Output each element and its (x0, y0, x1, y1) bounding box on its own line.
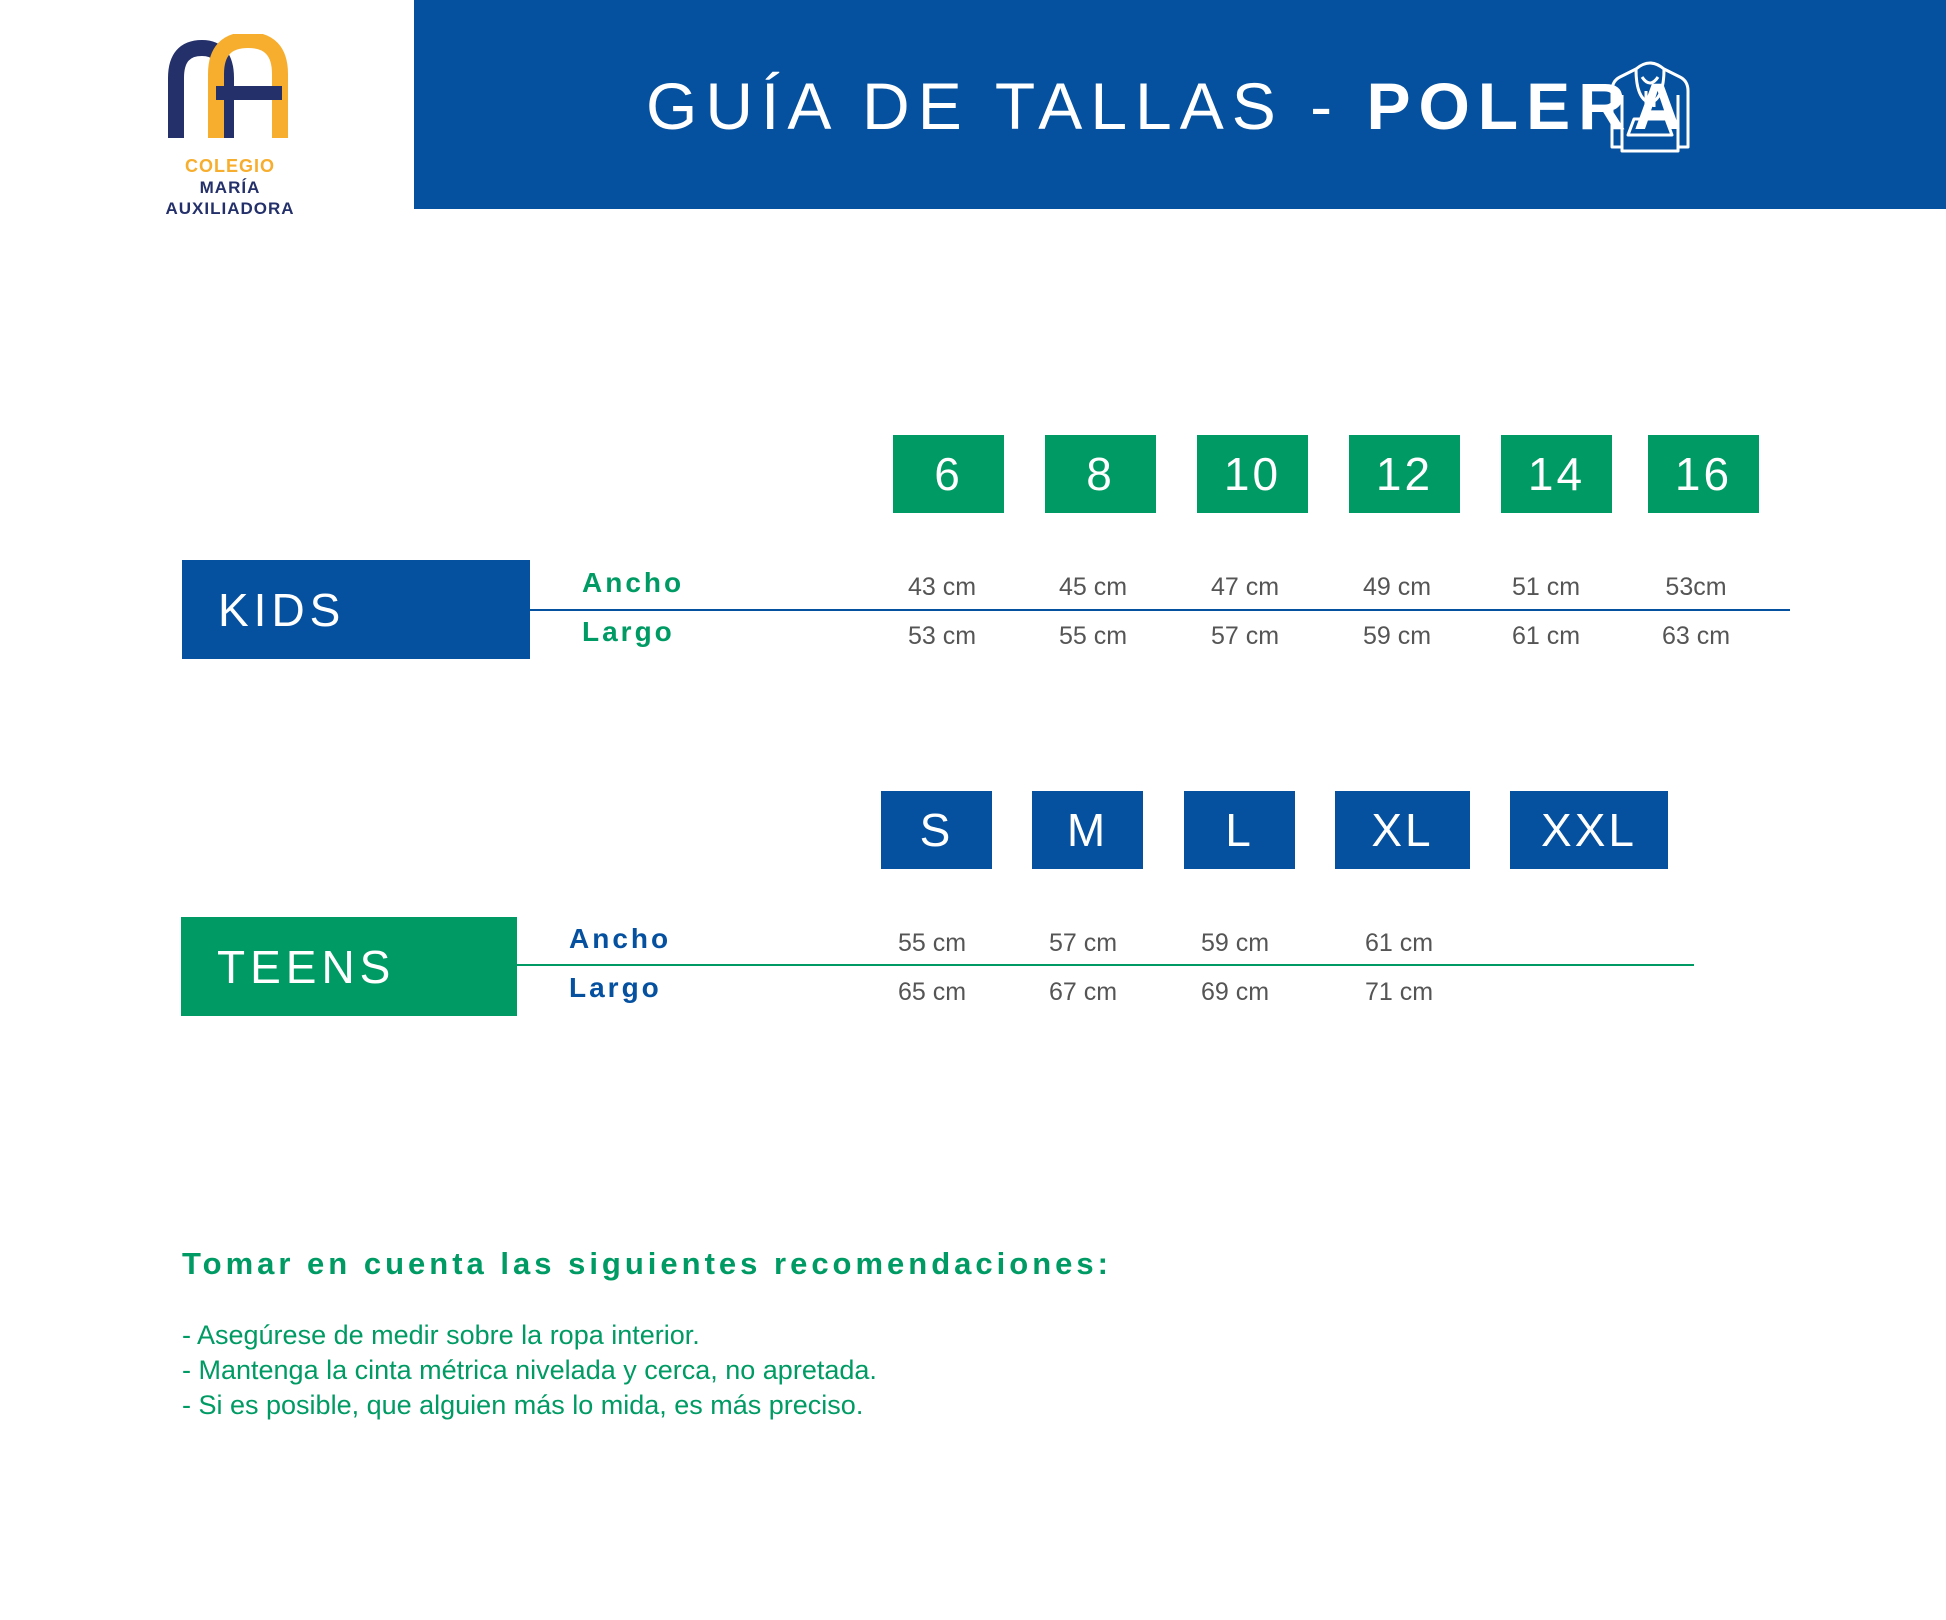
teens-size-box: L (1184, 791, 1295, 869)
teens-size-box: S (881, 791, 992, 869)
kids-section-label: KIDS (182, 560, 530, 659)
logo-text-colegio: COLEGIO (184, 156, 275, 176)
kids-largo-cell: 63 cm (1661, 622, 1731, 650)
kids-largo-cell: 61 cm (1511, 622, 1581, 650)
kids-largo-cell: 55 cm (1058, 622, 1128, 650)
kids-ancho-cell: 43 cm (907, 573, 977, 601)
kids-size-box: 6 (893, 435, 1004, 513)
teens-ancho-cell: 61 cm (1364, 929, 1434, 957)
kids-size-box: 8 (1045, 435, 1156, 513)
header-banner (414, 0, 1946, 209)
kids-largo-cell: 53 cm (907, 622, 977, 650)
teens-size-box: M (1032, 791, 1143, 869)
teens-ancho-label: Ancho (569, 923, 672, 954)
kids-size-box: 14 (1501, 435, 1612, 513)
kids-ancho-cell: 47 cm (1210, 573, 1280, 601)
kids-ancho-cell: 45 cm (1058, 573, 1128, 601)
kids-largo-label: Largo (582, 616, 675, 647)
kids-size-box: 16 (1648, 435, 1759, 513)
hoodie-icon (1608, 55, 1692, 155)
teens-largo-label: Largo (569, 972, 662, 1003)
note-item: - Si es posible, que alguien más lo mida, es más preciso. (182, 1390, 864, 1420)
kids-ancho-cell: 53cm (1665, 573, 1727, 601)
teens-largo-cell: 69 cm (1200, 978, 1270, 1006)
teens-section-label: TEENS (181, 917, 517, 1016)
teens-largo-cell: 71 cm (1364, 978, 1434, 1006)
kids-ancho-cell: 51 cm (1511, 573, 1581, 601)
kids-largo-cell: 57 cm (1210, 622, 1280, 650)
page-title (646, 66, 1689, 146)
teens-largo-cell: 65 cm (897, 978, 967, 1006)
notes-title: Tomar en cuenta las siguientes recomendaciones: (182, 1246, 1112, 1281)
logo-text-auxiliadora: AUXILIADORA (165, 199, 295, 218)
kids-ancho-cell: 49 cm (1362, 573, 1432, 601)
teens-largo-cell: 67 cm (1048, 978, 1118, 1006)
kids-size-box: 10 (1197, 435, 1308, 513)
note-item: - Mantenga la cinta métrica nivelada y cerca, no apretada. (182, 1355, 877, 1385)
title-bold: POLERA (1366, 69, 1690, 143)
teens-ancho-cell: 55 cm (897, 929, 967, 957)
teens-size-box: XL (1335, 791, 1470, 869)
teens-divider (517, 964, 1694, 966)
teens-ancho-cell: 57 cm (1048, 929, 1118, 957)
kids-size-box: 12 (1349, 435, 1460, 513)
ma-monogram-icon (168, 34, 294, 144)
teens-size-box: XXL (1510, 791, 1668, 869)
logo-text-maria: MARÍA (199, 178, 261, 197)
note-item: - Asegúrese de medir sobre la ropa interior. (182, 1320, 700, 1350)
kids-ancho-label: Ancho (582, 567, 685, 598)
kids-largo-cell: 59 cm (1362, 622, 1432, 650)
title-regular: GUÍA DE TALLAS - (646, 69, 1367, 143)
teens-ancho-cell: 59 cm (1200, 929, 1270, 957)
kids-divider (530, 609, 1790, 611)
